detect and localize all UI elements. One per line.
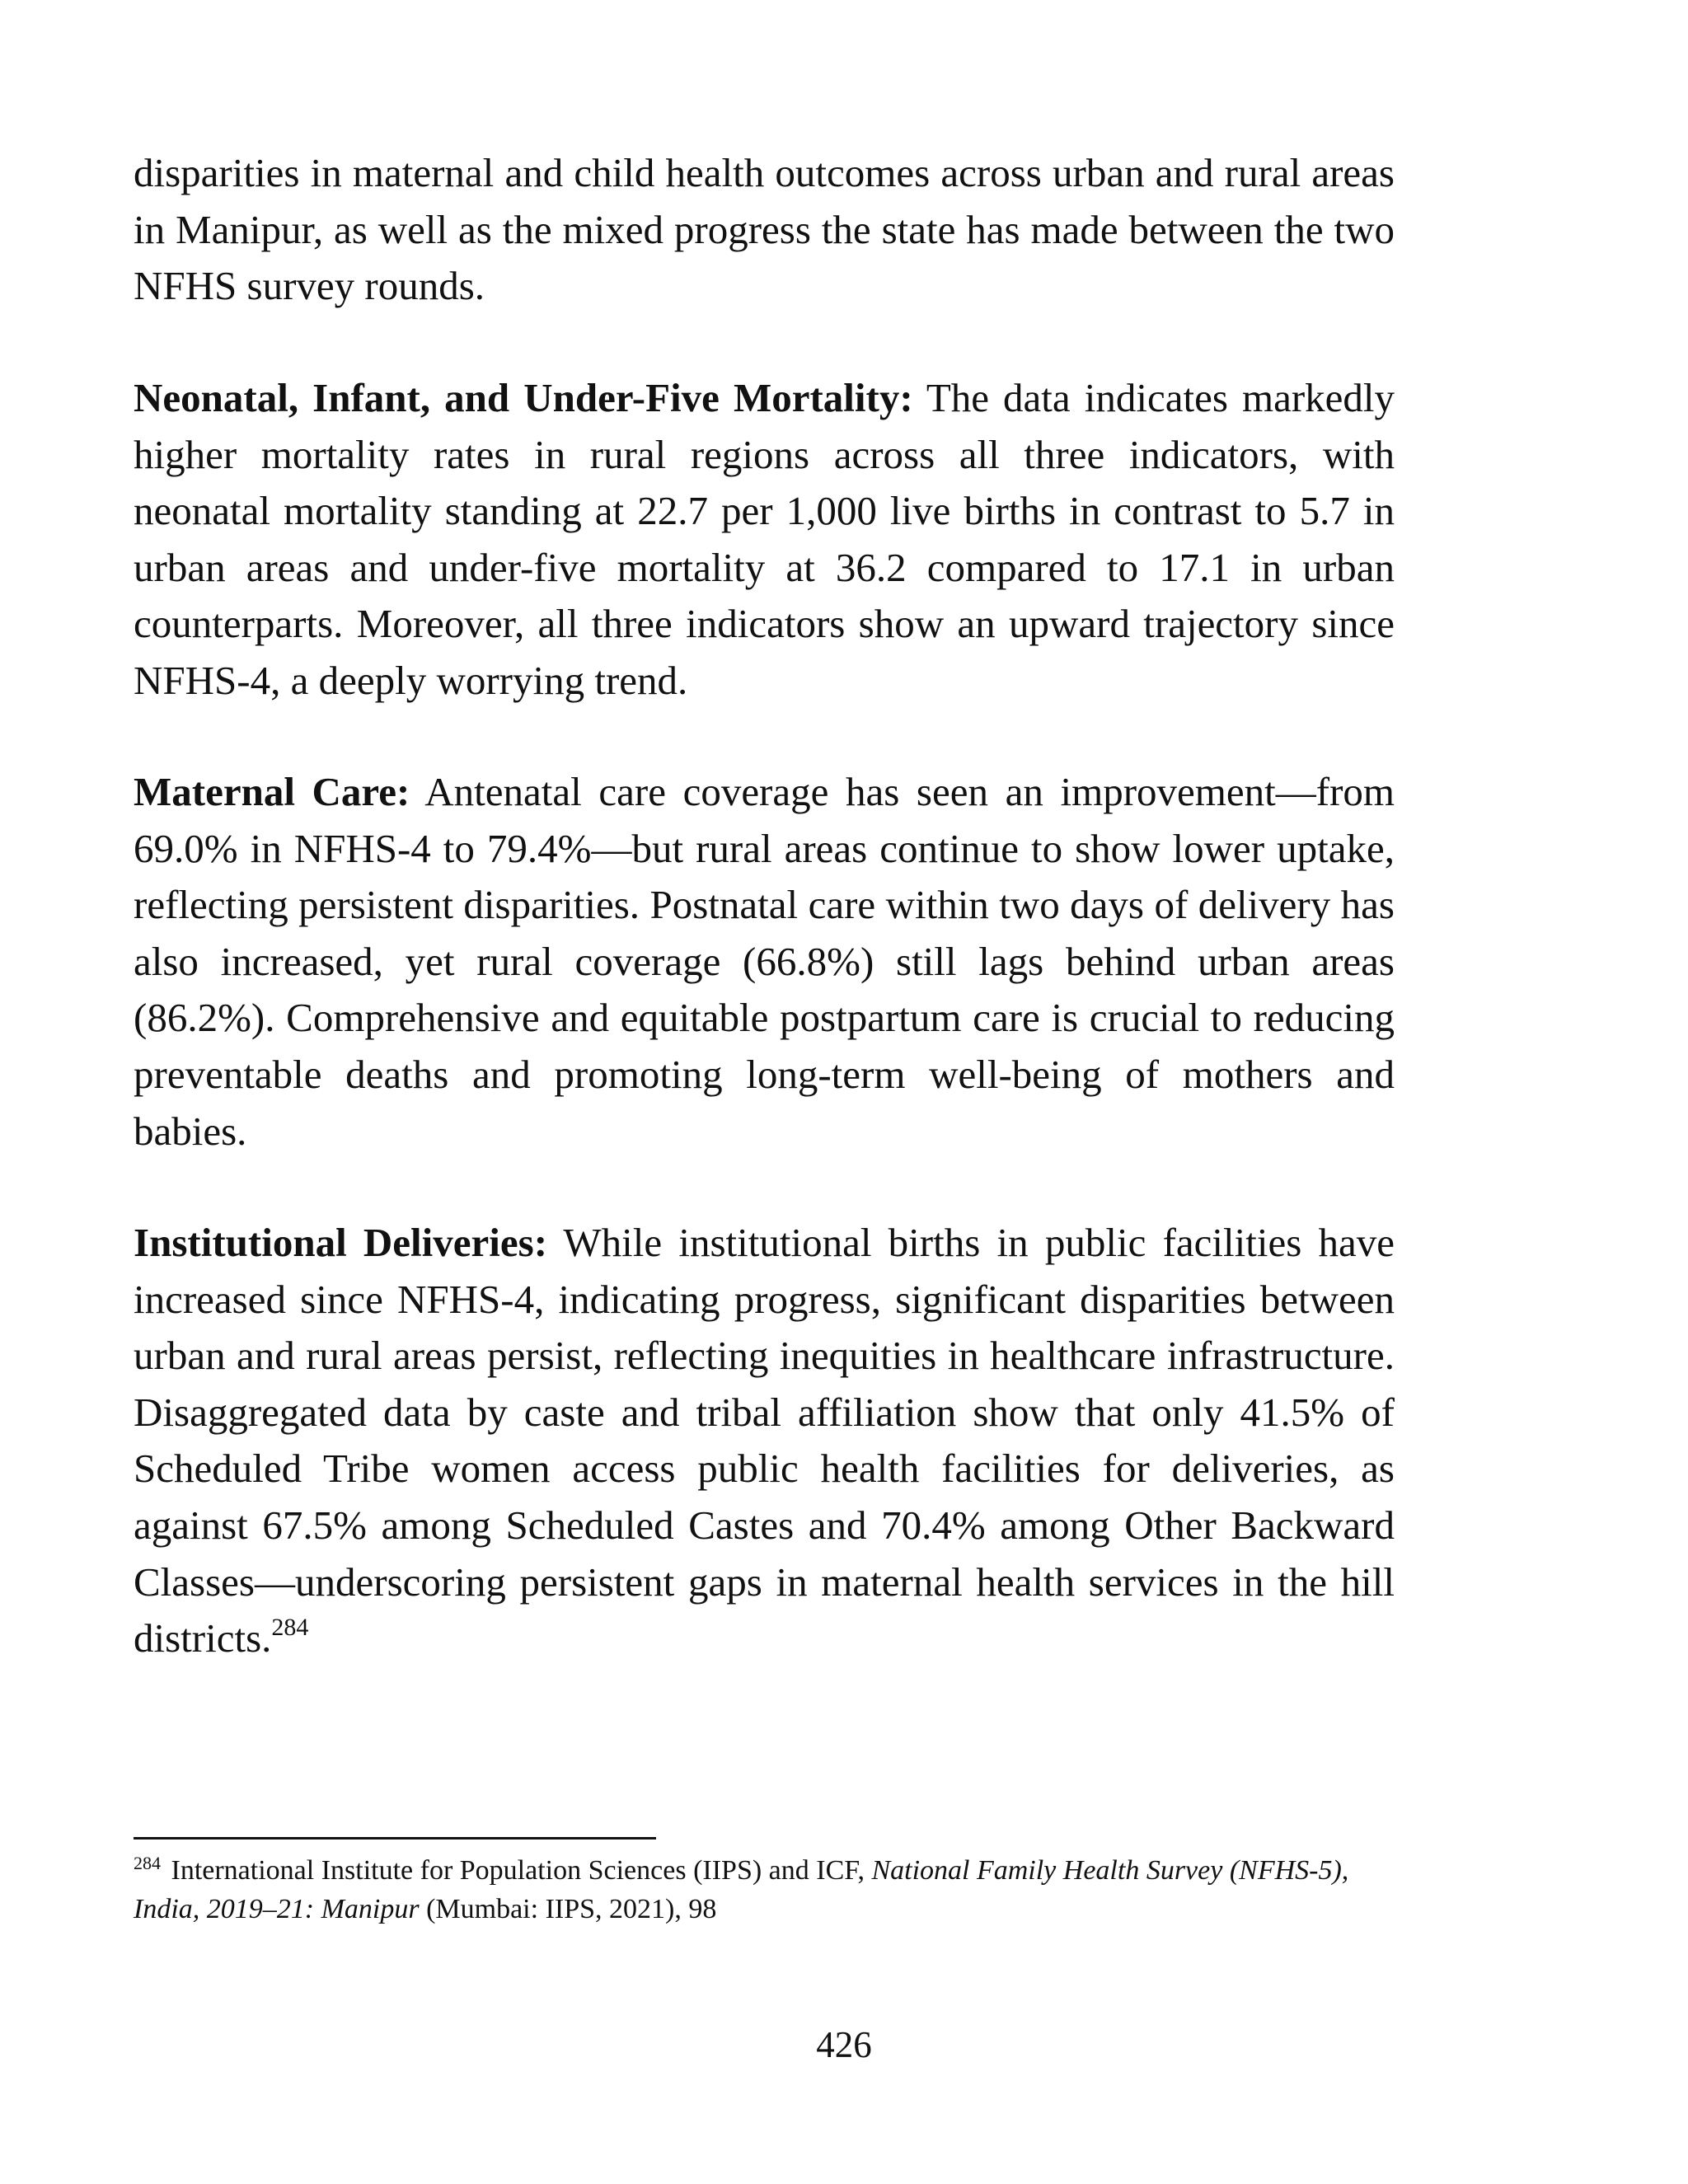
footnote-reference[interactable]: 284: [271, 1614, 309, 1642]
page-number: 426: [816, 2024, 872, 2065]
paragraph-mortality: [134, 370, 1395, 710]
footnote: [134, 1851, 1395, 1929]
footnote-text-before: International Institute for Population Sciences (IIPS) and ICF,: [164, 1855, 872, 1886]
institutional-text: While institutional births in public facilities have increased since NFHS-4, indicating progress, significant disparities between urban and rural areas persist, reflecting inequities in healthcare infrastructure. Disaggregated data by caste and tribal affiliation show that only 41.5% of Scheduled Tribe women access public health facilities for deliveries, as against 67.5% among Scheduled Castes and 70.4% among Other Backward Classes—underscoring persistent gaps in maternal health services in the hill districts.: [134, 1220, 1395, 1661]
footnote-text-after: (Mumbai: IIPS, 2021), 98: [419, 1894, 717, 1924]
mortality-text: The data indicates markedly higher mortality rates in rural regions across all three indicators, with neonatal mortality standing at 22.7 per 1,000 live births in contrast to 5.7 in urban areas and under-five mortality at 36.2 compared to 17.1 in urban counterparts. Moreover, all three indicators show an upward trajectory since NFHS-4, a deeply worrying trend.: [134, 375, 1395, 703]
intro-text: disparities in maternal and child health outcomes across urban and rural areas in Manipur, as well as the mixed progress the state has made between the two NFHS survey rounds.: [134, 150, 1395, 309]
maternal-text: Antenatal care coverage has seen an improvement—from 69.0% in NFHS-4 to 79.4%—but rural areas continue to show lower uptake, reflecting persistent disparities. Postnatal care within two days of delivery has also increased, yet rural coverage (66.8%) still lags behind urban areas (86.2%). Comprehensive and equitable postpartum care is crucial to reducing preventable deaths and promoting long-term well-being of mothers and babies.: [134, 769, 1395, 1154]
footnote-number: 284: [134, 1853, 161, 1873]
mortality-heading: Neonatal, Infant, and Under-Five Mortality:: [134, 375, 913, 420]
paragraph-maternal-care: [134, 764, 1395, 1160]
maternal-heading: Maternal Care:: [134, 769, 410, 814]
institutional-heading: Institutional Deliveries:: [134, 1220, 548, 1265]
paragraph-intro: [134, 145, 1395, 315]
footnote-source-title: National Family Health Survey (NFHS-5), India, 2019–21: Manipur: [134, 1855, 1349, 1924]
paragraph-institutional-deliveries: [134, 1215, 1395, 1667]
footnote-divider: [134, 1837, 656, 1840]
